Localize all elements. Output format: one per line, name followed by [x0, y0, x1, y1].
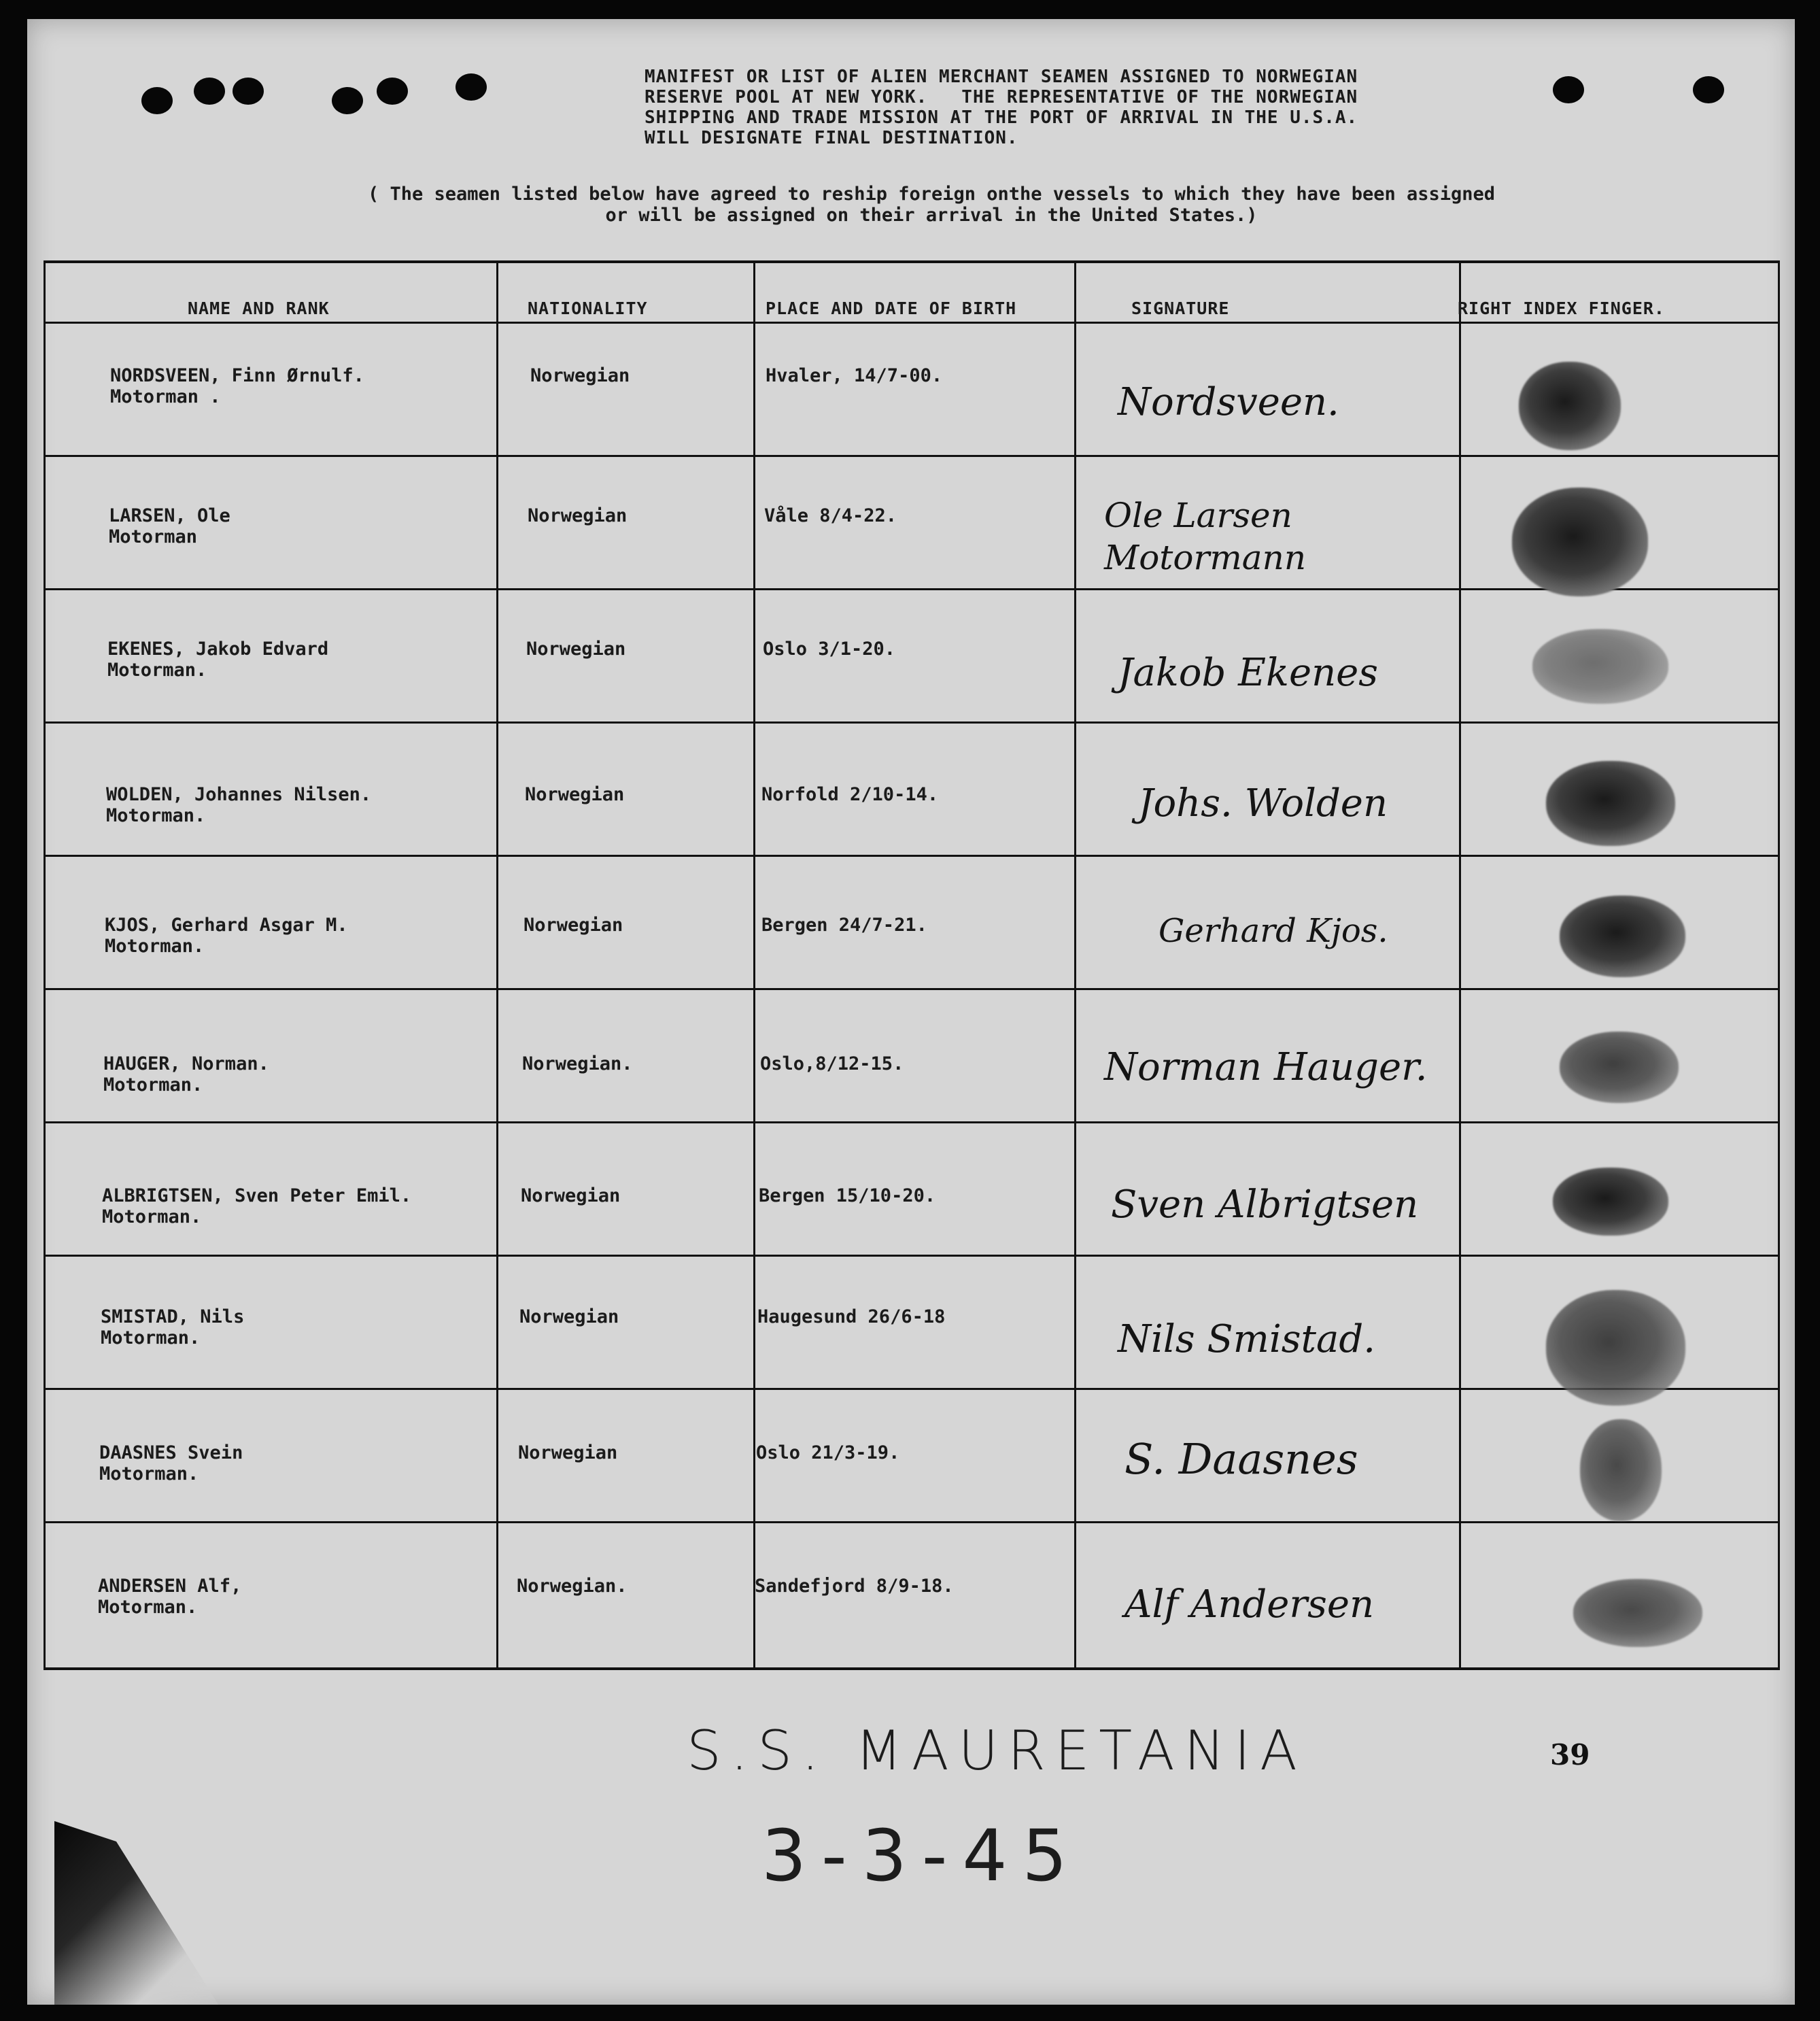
seaman-name: KJOS, Gerhard Asgar M. — [105, 915, 348, 936]
punch-hole — [1693, 76, 1724, 103]
fingerprint-image — [1512, 488, 1648, 596]
seaman-signature: Alf Andersen — [1124, 1582, 1375, 1627]
seaman-name: ANDERSEN Alf, — [98, 1576, 242, 1597]
header-line: RESERVE POOL AT NEW YORK. THE REPRESENTATIVE OF THE NORWEGIAN — [645, 87, 1358, 107]
seaman-signature: Jakob Ekenes — [1118, 651, 1379, 695]
seaman-name: LARSEN, Ole — [109, 505, 230, 526]
header-line: MANIFEST OR LIST OF ALIEN MERCHANT SEAMEN ASSIGNED TO NORWEGIAN — [645, 67, 1358, 87]
fingerprint-image — [1546, 761, 1675, 846]
column-header-birth: PLACE AND DATE OF BIRTH — [766, 299, 1017, 318]
fingerprint-image — [1519, 362, 1621, 450]
fingerprint-image — [1532, 629, 1668, 704]
column-header-finger: RIGHT INDEX FINGER. — [1458, 299, 1665, 318]
column-header-name: NAME AND RANK — [188, 299, 330, 318]
seaman-rank: Motorman. — [99, 1463, 199, 1484]
punch-hole — [194, 78, 225, 105]
punch-hole — [332, 87, 363, 114]
seaman-birth: Våle 8/4-22. — [764, 505, 897, 526]
seaman-name: DAASNES Svein — [99, 1442, 243, 1463]
punch-hole — [233, 78, 264, 105]
punch-hole — [141, 87, 173, 114]
seaman-birth: Hvaler, 14/7-00. — [766, 365, 943, 386]
fingerprint-image — [1553, 1168, 1668, 1236]
header-line: WILL DESIGNATE FINAL DESTINATION. — [645, 128, 1018, 148]
torn-corner — [54, 1821, 231, 2005]
seaman-birth: Sandefjord 8/9-18. — [755, 1576, 954, 1597]
seaman-signature: Nils Smistad. — [1118, 1317, 1376, 1361]
seaman-rank: Motorman. — [102, 1206, 202, 1227]
seaman-rank: Motorman. — [98, 1597, 198, 1618]
seaman-rank: Motorman. — [105, 936, 205, 957]
seaman-name: NORDSVEEN, Finn Ørnulf. — [110, 365, 364, 386]
seaman-birth: Oslo 3/1-20. — [763, 639, 896, 660]
punch-hole — [1553, 76, 1584, 103]
fingerprint-image — [1573, 1579, 1702, 1647]
seaman-birth: Bergen 15/10-20. — [759, 1185, 936, 1206]
seaman-signature: Johs. Wolden — [1138, 781, 1388, 826]
seaman-name: SMISTAD, Nils — [101, 1306, 245, 1327]
seaman-signature: Nordsveen. — [1118, 380, 1339, 424]
seamen-table — [44, 260, 1780, 1670]
header-line: SHIPPING AND TRADE MISSION AT THE PORT OF ARRIVAL IN THE U.S.A. — [645, 107, 1358, 128]
seaman-nationality: Norwegian — [521, 1185, 621, 1206]
seaman-nationality: Norwegian — [525, 784, 625, 805]
fingerprint-image — [1546, 1290, 1685, 1406]
punch-hole — [377, 78, 408, 105]
seaman-signature: Gerhard Kjos. — [1158, 912, 1388, 950]
seaman-rank: Motorman — [109, 526, 198, 547]
fingerprint-image — [1560, 1032, 1679, 1103]
seaman-rank: Motorman. — [101, 1327, 201, 1348]
page-number: 39 — [1550, 1738, 1590, 1771]
seaman-birth: Oslo,8/12-15. — [760, 1053, 904, 1074]
reship-note — [258, 184, 1604, 226]
seaman-birth: Bergen 24/7-21. — [761, 915, 927, 936]
seaman-signature: Sven Albrigtsen — [1111, 1183, 1419, 1227]
seaman-nationality: Norwegian — [530, 365, 630, 386]
arrival-date: 3-3-45 — [761, 1814, 1082, 1897]
punch-hole — [456, 73, 487, 101]
seaman-signature: Norman Hauger. — [1104, 1045, 1428, 1089]
seaman-nationality: Norwegian. — [522, 1053, 633, 1074]
seaman-birth: Haugesund 26/6-18 — [757, 1306, 946, 1327]
seaman-nationality: Norwegian — [518, 1442, 618, 1463]
ship-name: S.S. MAURETANIA — [687, 1719, 1307, 1782]
seaman-nationality: Norwegian — [523, 915, 623, 936]
seaman-name: ALBRIGTSEN, Sven Peter Emil. — [102, 1185, 412, 1206]
seaman-signature: Ole Larsen Motormann — [1104, 496, 1307, 577]
note-line: ( The seamen listed below have agreed to reship foreign onthe vessels to which they have been assigned — [367, 184, 1496, 205]
seaman-birth: Oslo 21/3-19. — [756, 1442, 900, 1463]
column-header-signature: SIGNATURE — [1131, 299, 1230, 318]
seaman-rank: Motorman . — [110, 386, 221, 407]
seaman-rank: Motorman. — [103, 1074, 203, 1096]
seaman-birth: Norfold 2/10-14. — [761, 784, 939, 805]
seaman-name: HAUGER, Norman. — [103, 1053, 269, 1074]
fingerprint-image — [1560, 896, 1685, 977]
seaman-nationality: Norwegian — [528, 505, 628, 526]
seaman-nationality: Norwegian — [526, 639, 626, 660]
seaman-rank: Motorman. — [106, 805, 206, 826]
seaman-nationality: Norwegian — [519, 1306, 619, 1327]
seaman-rank: Motorman. — [107, 660, 207, 681]
column-header-nationality: NATIONALITY — [528, 299, 648, 318]
note-line: or will be assigned on their arrival in the United States.) — [605, 205, 1258, 226]
fingerprint-image — [1580, 1419, 1662, 1521]
seaman-signature: S. Daasnes — [1124, 1434, 1358, 1484]
seaman-nationality: Norwegian. — [517, 1576, 628, 1597]
seaman-name: WOLDEN, Johannes Nilsen. — [106, 784, 372, 805]
seaman-name: EKENES, Jakob Edvard — [107, 639, 329, 660]
manifest-header — [645, 67, 1528, 148]
manifest-page — [27, 19, 1795, 2005]
